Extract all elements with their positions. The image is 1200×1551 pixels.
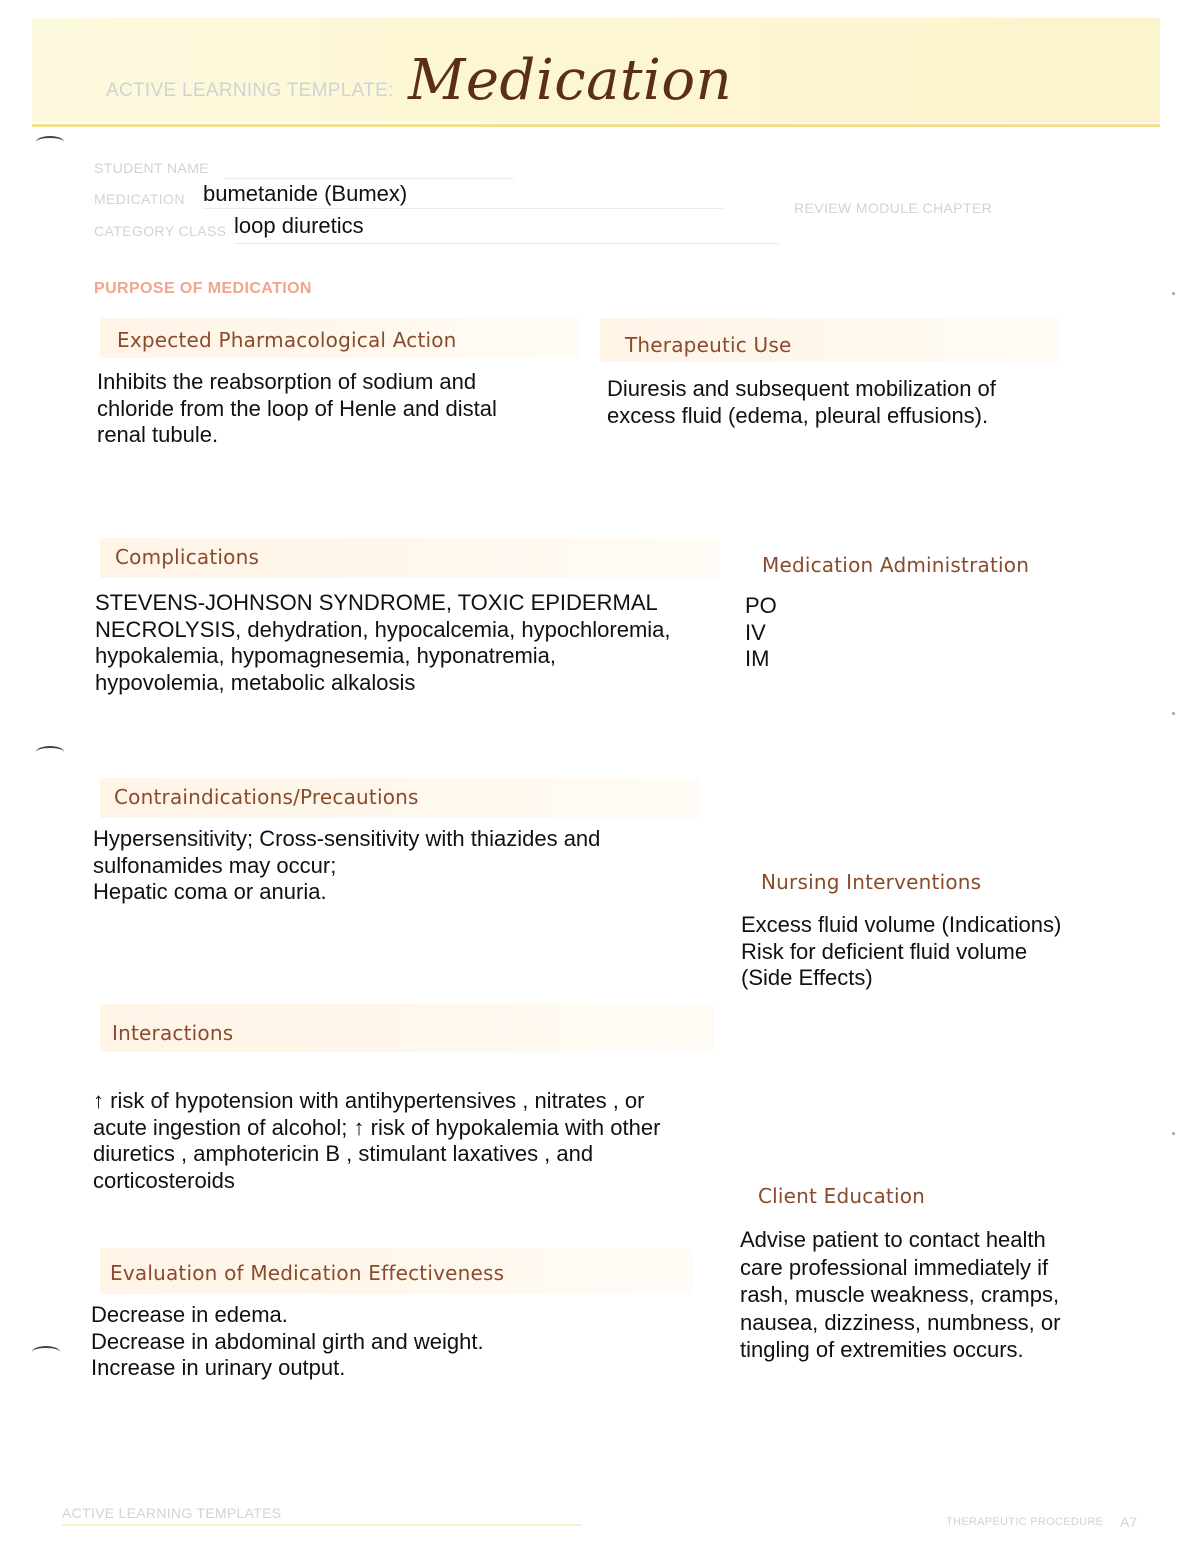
nursing-heading: Nursing Interventions bbox=[761, 870, 982, 894]
category-label: CATEGORY CLASS bbox=[94, 223, 227, 239]
evaluation-body: Decrease in edema. Decrease in abdominal girth and weight. Increase in urinary output. bbox=[91, 1302, 484, 1380]
student-name-line bbox=[224, 178, 514, 179]
administration-body: PO IV IM bbox=[745, 593, 777, 671]
complications-body: STEVENS-JOHNSON SYNDROME, TOXIC EPIDERMAL NECROLYSIS, dehydration, hypocalcemia, hypochloremia, hypokalemia, hypomagnesemia, hyponatremia, hypovolemia, metabolic alkalosis bbox=[95, 590, 671, 695]
footer-right: THERAPEUTIC PROCEDURE bbox=[946, 1516, 1104, 1528]
complications-heading: Complications bbox=[115, 545, 260, 569]
category-line bbox=[234, 243, 779, 244]
student-name-label: STUDENT NAME bbox=[94, 160, 209, 176]
header-rule bbox=[32, 124, 1160, 127]
evaluation-heading: Evaluation of Medication Effectiveness bbox=[110, 1261, 505, 1285]
page-number: A7 bbox=[1120, 1514, 1138, 1530]
therapeutic-use-heading: Therapeutic Use bbox=[625, 333, 792, 357]
client-education-heading: Client Education bbox=[758, 1184, 926, 1208]
scan-mark bbox=[36, 746, 64, 758]
scan-dot bbox=[1172, 712, 1175, 715]
scan-dot bbox=[1172, 1132, 1175, 1135]
review-module-label: REVIEW MODULE CHAPTER bbox=[794, 200, 993, 216]
page-title: Medication bbox=[408, 48, 733, 113]
expected-action-body: Inhibits the reabsorption of sodium and chloride from the loop of Henle and distal renal tubule. bbox=[97, 369, 497, 447]
therapeutic-use-body: Diuresis and subsequent mobilization of excess fluid (edema, pleural effusions). bbox=[607, 376, 996, 428]
administration-heading: Medication Administration bbox=[762, 553, 1030, 577]
scan-mark bbox=[36, 136, 64, 148]
scan-dot bbox=[1172, 292, 1175, 295]
medication-value: bumetanide (Bumex) bbox=[203, 181, 408, 206]
interactions-heading: Interactions bbox=[112, 1021, 234, 1045]
scan-mark bbox=[32, 1346, 60, 1358]
purpose-label: PURPOSE OF MEDICATION bbox=[94, 280, 312, 297]
footer-left: ACTIVE LEARNING TEMPLATES bbox=[62, 1505, 282, 1521]
template-label: ACTIVE LEARNING TEMPLATE: bbox=[106, 80, 394, 101]
nursing-body: Excess fluid volume (Indications) Risk for deficient fluid volume (Side Effects) bbox=[741, 912, 1062, 990]
category-value: loop diuretics bbox=[234, 213, 364, 238]
client-education-body: Advise patient to contact health care professional immediately if rash, muscle weakness, cramps, nausea, dizziness, numbness, or tingling of extremities occurs. bbox=[740, 1227, 1061, 1362]
footer-rule bbox=[62, 1524, 582, 1526]
contraindications-body: Hypersensitivity; Cross-sensitivity with thiazides and sulfonamides may occur; Hepatic coma or anuria. bbox=[93, 826, 601, 904]
expected-action-heading: Expected Pharmacological Action bbox=[117, 328, 457, 352]
interactions-body: ↑ risk of hypotension with antihypertensives , nitrates , or acute ingestion of alcohol; ↑ risk of hypokalemia with other diuretics , amphotericin B , stimulant laxatives , and corticosteroids bbox=[93, 1088, 661, 1193]
medication-line bbox=[203, 208, 723, 209]
contraindications-heading: Contraindications/Precautions bbox=[114, 785, 419, 809]
medication-label: MEDICATION bbox=[94, 191, 185, 207]
